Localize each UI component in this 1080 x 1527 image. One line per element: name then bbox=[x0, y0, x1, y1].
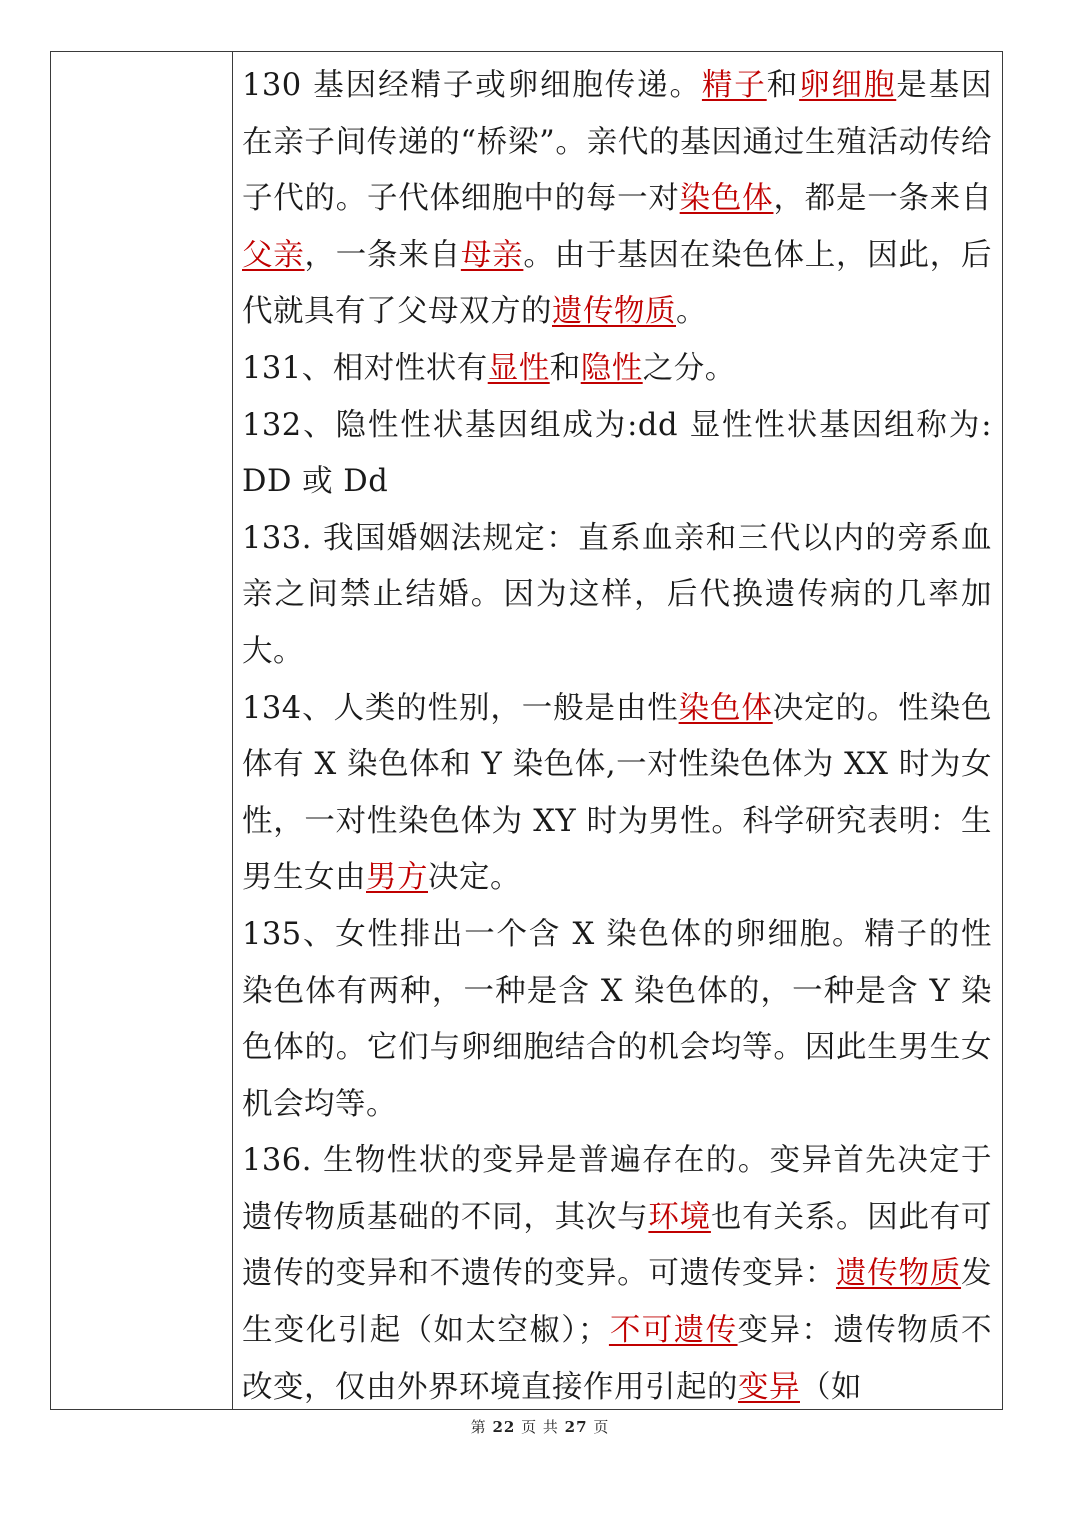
highlighted-term: 染色体 bbox=[678, 690, 773, 726]
highlighted-term: 母亲 bbox=[460, 237, 524, 273]
paragraph-text: 。由于基因在染色体上，因此，后代就具有了父母双方的 bbox=[242, 237, 993, 330]
paragraph-text: 也有关系。因此有可遗传的变异和不遗传的变异。可遗传变异： bbox=[242, 1199, 993, 1292]
paragraph-text: 136. 生物性状的变异是普遍存在的。变异首先决定于遗传物质基础的不同，其次与 bbox=[242, 1143, 992, 1235]
paragraph-text: 132、隐性性状基因组成为:dd 显性性状基因组称为: DD 或 Dd bbox=[242, 407, 992, 500]
note-paragraph bbox=[242, 907, 992, 1133]
paragraph-text: 之分。 bbox=[642, 350, 736, 386]
note-paragraph bbox=[242, 58, 992, 341]
highlighted-term: 变异 bbox=[738, 1369, 800, 1405]
paragraph-text: 135、女性排出一个含 X 染色体的卵细胞。精子的性染色体有两种，一种是含 X 染色体的，一种是含 Y 染色体的。它们与卵细胞结合的机会均等。因此生男生女机会均等。 bbox=[242, 916, 992, 1122]
note-paragraph bbox=[242, 1133, 992, 1409]
paragraph-text: ，一条来自 bbox=[304, 237, 461, 273]
paragraph-text: 。 bbox=[676, 294, 707, 330]
paragraph-text: ，都是一条来自 bbox=[773, 181, 993, 217]
highlighted-term: 遗传物质 bbox=[552, 294, 676, 330]
paragraph-text: （如 bbox=[800, 1369, 862, 1405]
content-table bbox=[50, 51, 1003, 1410]
paragraph-text: 决定。 bbox=[428, 860, 521, 896]
paragraph-text: 和 bbox=[766, 68, 800, 103]
paragraph-text: 131、相对性状有 bbox=[242, 350, 488, 386]
highlighted-term: 环境 bbox=[648, 1199, 711, 1235]
footer-suffix: 页 bbox=[593, 1418, 610, 1436]
highlighted-term: 男方 bbox=[366, 860, 428, 896]
highlighted-term: 精子 bbox=[701, 68, 767, 103]
highlighted-term: 父亲 bbox=[242, 237, 305, 273]
paragraph-text: 133. 我国婚姻法规定：直系血亲和三代以内的旁系血亲之间禁止结婚。因为这样，后代换遗传病的几率加大。 bbox=[242, 520, 992, 669]
paragraph-text: 和 bbox=[549, 350, 581, 386]
highlighted-term: 显性 bbox=[487, 350, 550, 386]
highlighted-term: 不可遗传 bbox=[608, 1313, 738, 1349]
current-page-number: 22 bbox=[492, 1418, 516, 1436]
note-paragraph bbox=[242, 398, 992, 511]
note-paragraph bbox=[242, 341, 992, 398]
paragraph-text: 发生变化引起（如太空椒）； bbox=[242, 1256, 993, 1349]
paragraph-text: 决定的。性染色体有 X 染色体和 Y 染色体,一对性染色体为 XX 时为女性，一对性染色体为 XY 时为男性。科学研究表明：生男生女由 bbox=[242, 690, 993, 896]
paragraph-text: 130 基因经精子或卵细胞传递。 bbox=[242, 68, 702, 103]
total-pages-number: 27 bbox=[564, 1418, 588, 1436]
paragraph-text: 是基因在亲子间传递的“桥梁”。亲代的基因通过生殖活动传给子代的。子代体细胞中的每一对 bbox=[242, 68, 993, 217]
page-footer bbox=[0, 1416, 1080, 1437]
footer-middle: 页 共 bbox=[521, 1418, 559, 1436]
highlighted-term: 卵细胞 bbox=[799, 68, 897, 103]
footer-prefix: 第 bbox=[470, 1418, 487, 1436]
note-paragraph bbox=[242, 511, 992, 681]
paragraph-text: 变异：遗传物质不改变，仅由外界环境直接作用引起的 bbox=[242, 1313, 993, 1405]
highlighted-term: 遗传物质 bbox=[835, 1256, 962, 1292]
paragraph-text: 134、人类的性别，一般是由性 bbox=[242, 690, 679, 726]
note-paragraph bbox=[242, 681, 992, 907]
highlighted-term: 隐性 bbox=[580, 350, 643, 386]
content-cell bbox=[233, 52, 1002, 1409]
left-column-empty-cell bbox=[51, 52, 233, 1409]
highlighted-term: 染色体 bbox=[679, 181, 774, 217]
